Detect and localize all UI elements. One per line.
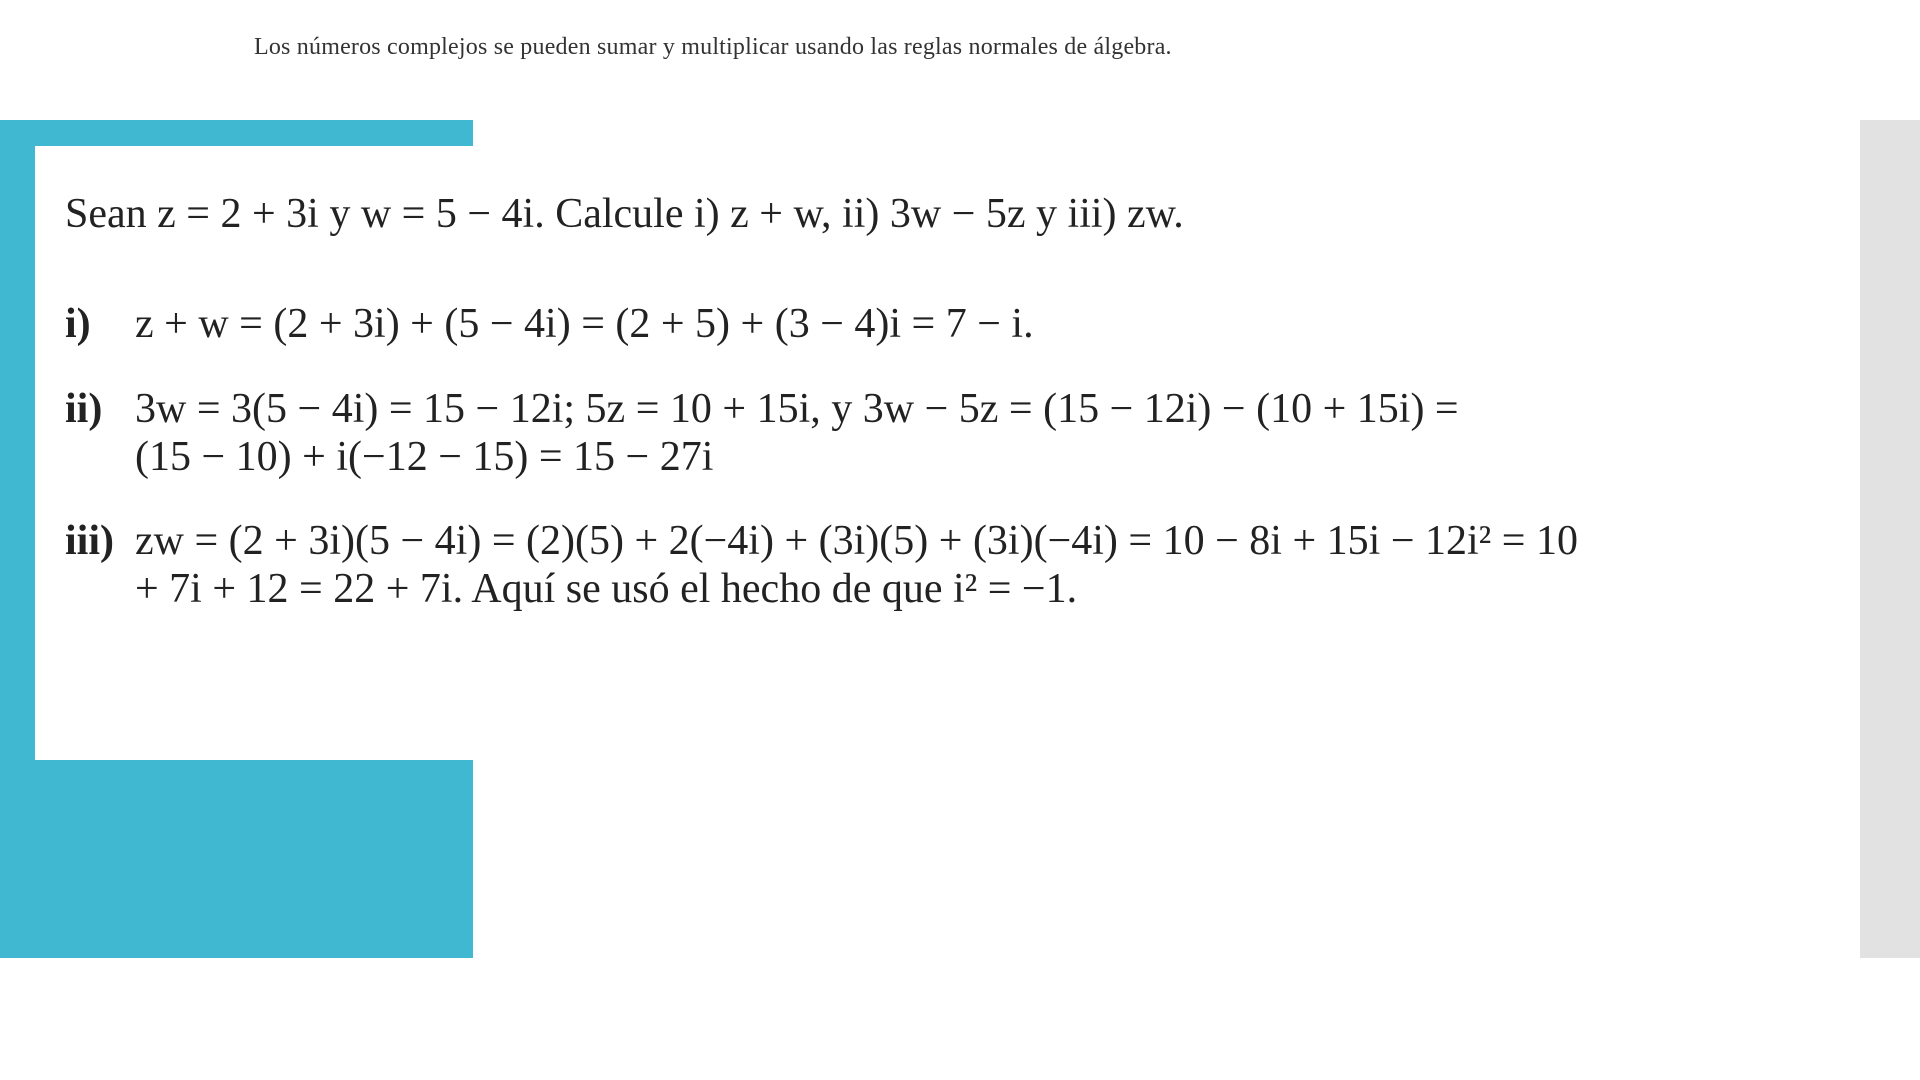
page-header: Los números complejos se pueden sumar y multiplicar usando las reglas normales de álgebra. [254,34,1172,60]
solution-label: iii) [65,518,114,565]
accent-bar-top [0,120,473,146]
solution-line: z + w = (2 + 3i) + (5 − 4i) = (2 + 5) + (3 − 4)i = 7 − i. [135,301,1034,348]
solution-label: ii) [65,385,103,432]
accent-block-bottom [0,760,473,958]
solution-body [135,300,1845,348]
side-panel [1860,120,1920,958]
solution-line: 3w = 3(5 − 4i) = 15 − 12i; 5z = 10 + 15i, y 3w − 5z = (15 − 12i) − (10 + 15i) = [135,385,1459,432]
problem-statement: Sean z = 2 + 3i y w = 5 − 4i. Calcule i) z + w, ii) 3w − 5z y iii) zw. [65,191,1184,237]
solution-item [65,300,1845,348]
problem-content [65,190,1845,650]
solution-line: (15 − 10) + i(−12 − 15) = 15 − 27i [135,433,714,480]
solution-body [135,517,1845,614]
accent-bar-left [0,120,35,760]
solution-body [135,385,1845,482]
solution-line: zw = (2 + 3i)(5 − 4i) = (2)(5) + 2(−4i) + (3i)(5) + (3i)(−4i) = 10 − 8i + 15i − 12i² = 10 [135,518,1578,565]
solution-item [65,517,1845,614]
solution-item [65,385,1845,482]
solution-label: i) [65,301,91,348]
solution-line: + 7i + 12 = 22 + 7i. Aquí se usó el hecho de que i² = −1. [135,566,1078,613]
